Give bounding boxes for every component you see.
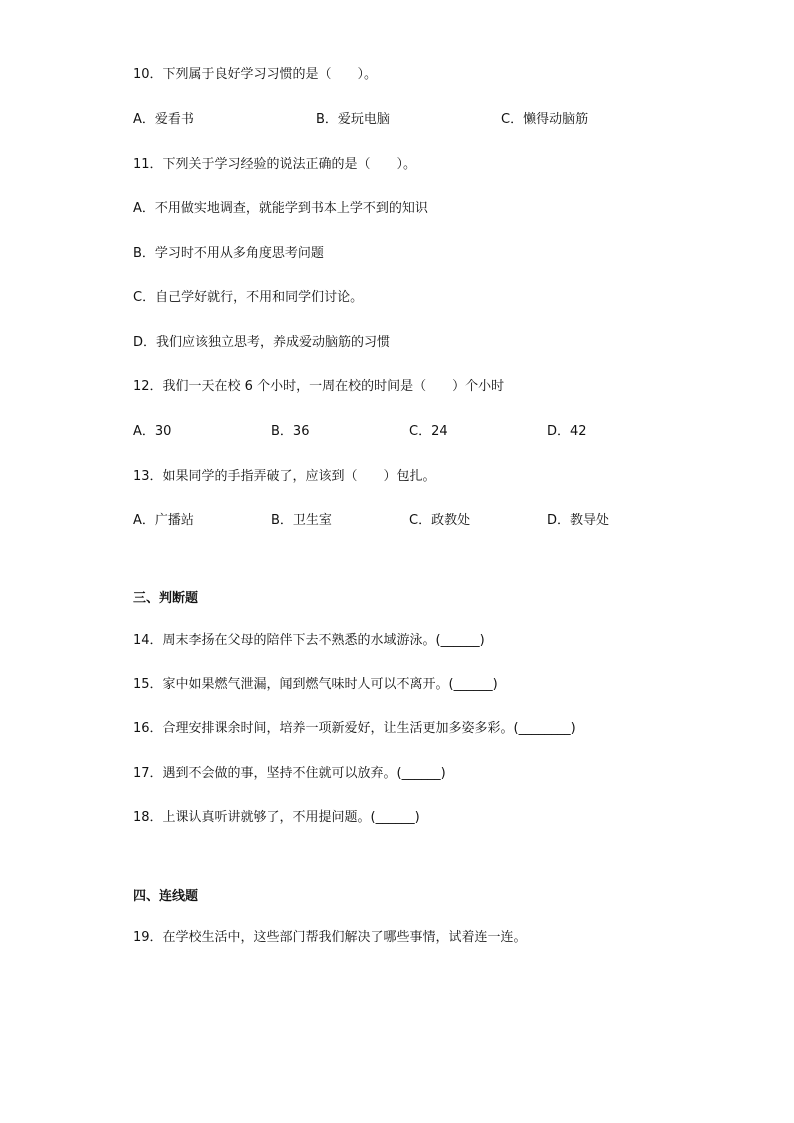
q12-option-c: C．24: [409, 424, 448, 439]
q11-option-b: B．学习时不用从多角度思考问题: [133, 246, 324, 261]
q10-option-c: C．懒得动脑筋: [501, 112, 589, 127]
q13-option-d: D．教导处: [547, 513, 610, 528]
q11-option-a: A．不用做实地调查，就能学到书本上学不到的知识: [133, 201, 428, 216]
q14-statement: 14．周末李扬在父母的陪伴下去不熟悉的水域游泳。(______): [133, 633, 485, 648]
q13-option-b: B．卫生室: [271, 513, 332, 528]
q17-statement: 17．遇到不会做的事，坚持不住就可以放弃。(______): [133, 766, 446, 781]
q12-option-a: A．30: [133, 424, 172, 439]
q10-option-a: A．爱看书: [133, 112, 194, 127]
section3-title: 三、判断题: [133, 591, 199, 606]
q10-option-b: B．爱玩电脑: [316, 112, 390, 127]
q13-stem: 13．如果同学的手指弄破了，应该到（ ）包扎。: [133, 469, 436, 484]
q11-stem: 11．下列关于学习经验的说法正确的是（ ）。: [133, 157, 417, 172]
q13-option-c: C．政教处: [409, 513, 471, 528]
q16-statement: 16．合理安排课余时间，培养一项新爱好，让生活更加多姿多彩。(________): [133, 721, 576, 736]
section4-title: 四、连线题: [133, 889, 199, 904]
q11-option-d: D．我们应该独立思考，养成爱动脑筋的习惯: [133, 335, 391, 350]
q13-option-a: A．广播站: [133, 513, 194, 528]
q15-statement: 15．家中如果燃气泄漏，闻到燃气味时人可以不离开。(______): [133, 677, 498, 692]
q19-stem: 19．在学校生活中，这些部门帮我们解决了哪些事情，试着连一连。: [133, 930, 527, 945]
q12-stem: 12．我们一天在校 6 个小时，一周在校的时间是（ ）个小时: [133, 379, 505, 394]
q12-option-b: B．36: [271, 424, 310, 439]
q18-statement: 18．上课认真听讲就够了，不用提问题。(______): [133, 810, 420, 825]
q12-option-d: D．42: [547, 424, 587, 439]
q10-stem: 10．下列属于良好学习习惯的是（ ）。: [133, 67, 378, 82]
q11-option-c: C．自己学好就行，不用和同学们讨论。: [133, 290, 364, 305]
